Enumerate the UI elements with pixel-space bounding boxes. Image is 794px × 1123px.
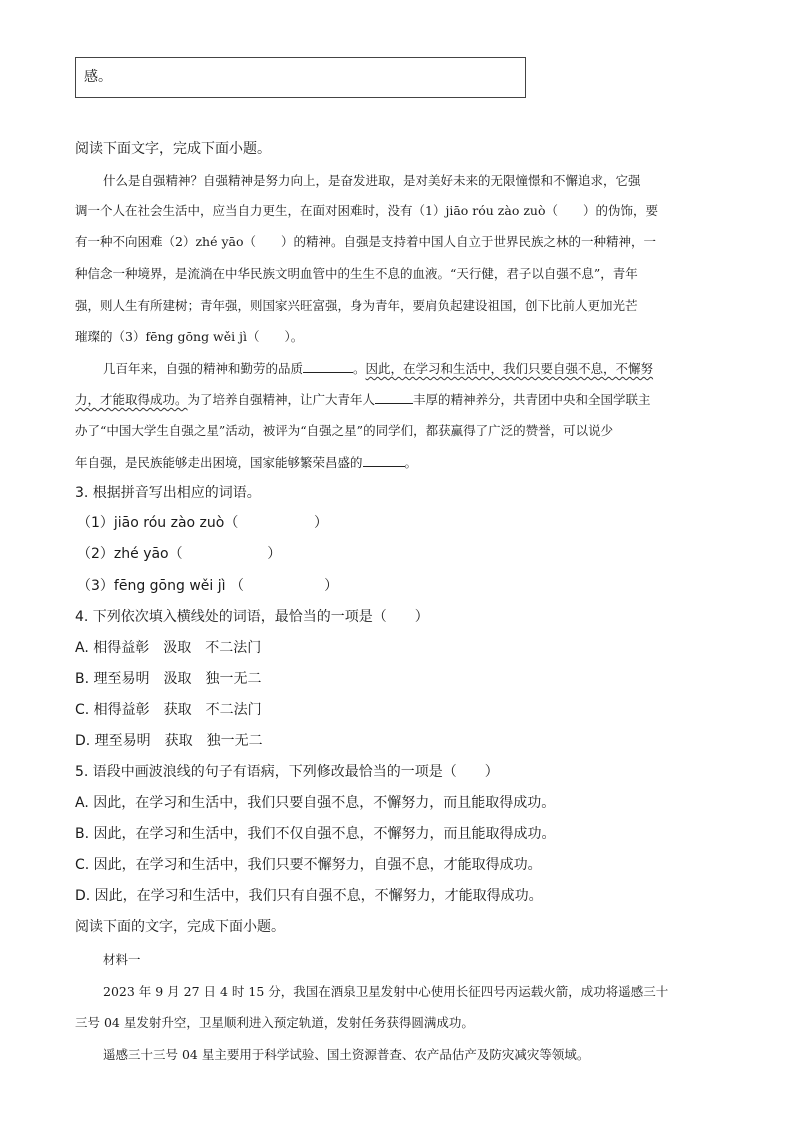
answer-slot-3[interactable]: [244, 578, 324, 594]
wavy-underlined-sentence: 因此，在学习和生活中，我们只要自强不息，不懈努: [365, 361, 654, 376]
section2-intro: 阅读下面的文字，完成下面小题。: [75, 919, 285, 935]
question4-stem: 4. 下列依次填入横线处的词语，最恰当的一项是（ ）: [75, 609, 429, 625]
material1-label: 材料一: [103, 952, 141, 967]
passage1-line3: 有一种不向困难（2）zhé yāo（ ）的精神。自强是支持着中国人自立于世界民族之林的一种精神，一: [75, 234, 657, 249]
fill-blank-3[interactable]: [363, 454, 405, 467]
answer-box-text: 感。: [84, 69, 112, 85]
question4-option-b[interactable]: B. 理至易明 汲取 独一无二: [75, 671, 262, 687]
answer-box: [75, 57, 526, 98]
question5-option-d[interactable]: D. 因此，在学习和生活中，我们只有自强不息，不懈努力，才能取得成功。: [75, 888, 543, 904]
answer-slot-1[interactable]: [238, 515, 314, 531]
question3-item-1: （1）jiāo róu zào zuò（ ）: [77, 515, 329, 531]
passage1-line1: 什么是自强精神？自强精神是努力向上，是奋发进取，是对美好未来的无限憧憬和不懈追求，它强: [103, 173, 641, 188]
passage2-line3: 办了“中国大学生自强之星”活动，被评为“自强之星”的同学们，都获赢得了广泛的赞誉，可以说少: [75, 423, 614, 438]
passage1-line6: 璀璨的（3）fēng gōng wěi jì（ ）。: [75, 329, 304, 344]
question3-stem: 3. 根据拼音写出相应的词语。: [75, 485, 261, 501]
question3-item-3: （3）fēng gōng wěi jì （ ）: [77, 578, 339, 594]
question4-option-a[interactable]: A. 相得益彰 汲取 不二法门: [75, 640, 262, 656]
passage1-line5: 强，则人生有所建树；青年强，则国家兴旺富强，身为青年，要肩负起建设祖国，创下比前人更加光芒: [75, 298, 638, 313]
answer-slot-2[interactable]: [183, 546, 268, 562]
passage2-line4: 年自强，是民族能够走出困境，国家能够繁荣昌盛的 。: [75, 455, 418, 470]
passage2-line2: 力，才能取得成功。为了培养自强精神，让广大青年人 丰厚的精神养分，共青团中央和全国学联主: [75, 392, 651, 407]
material1-line3: 遥感三十三号 04 星主要用于科学试验、国土资源普查、农产品估产及防灾减灾等领域。: [103, 1047, 590, 1062]
passage1-line4: 种信念一种境界，是流淌在中华民族文明血管中的生生不息的血液。“天行健，君子以自强不息”，青年: [75, 266, 638, 281]
question4-option-c[interactable]: C. 相得益彰 获取 不二法门: [75, 702, 262, 718]
fill-blank-1[interactable]: [303, 360, 353, 373]
question5-stem: 5. 语段中画波浪线的句子有语病，下列修改最恰当的一项是（ ）: [75, 764, 499, 780]
question5-option-b[interactable]: B. 因此，在学习和生活中，我们不仅自强不息，不懈努力，而且能取得成功。: [75, 826, 556, 842]
question5-option-a[interactable]: A. 因此，在学习和生活中，我们只要自强不息，不懈努力，而且能取得成功。: [75, 795, 556, 811]
fill-blank-2[interactable]: [375, 391, 413, 404]
material1-line2: 三号 04 星发射升空，卫星顺利进入预定轨道，发射任务获得圆满成功。: [75, 1015, 474, 1030]
wavy-underlined-sentence-end: 力，才能取得成功。: [75, 392, 188, 407]
question4-option-d[interactable]: D. 理至易明 获取 独一无二: [75, 733, 263, 749]
section1-intro: 阅读下面文字，完成下面小题。: [75, 141, 271, 157]
question3-item-2: （2）zhé yāo（ ）: [77, 546, 282, 562]
passage1-line2: 调一个人在社会生活中，应当自力更生，在面对困难时，没有（1）jiāo róu zào zuò（ ）的伪饰，要: [75, 203, 659, 218]
question5-option-c[interactable]: C. 因此，在学习和生活中，我们只要不懈努力，自强不息，才能取得成功。: [75, 857, 542, 873]
passage2-line1: 几百年来，自强的精神和勤劳的品质 。因此，在学习和生活中，我们只要自强不息，不懈努: [103, 361, 654, 376]
material1-line1: 2023 年 9 月 27 日 4 时 15 分，我国在酒泉卫星发射中心使用长征四号丙运载火箭，成功将遥感三十: [103, 984, 669, 999]
